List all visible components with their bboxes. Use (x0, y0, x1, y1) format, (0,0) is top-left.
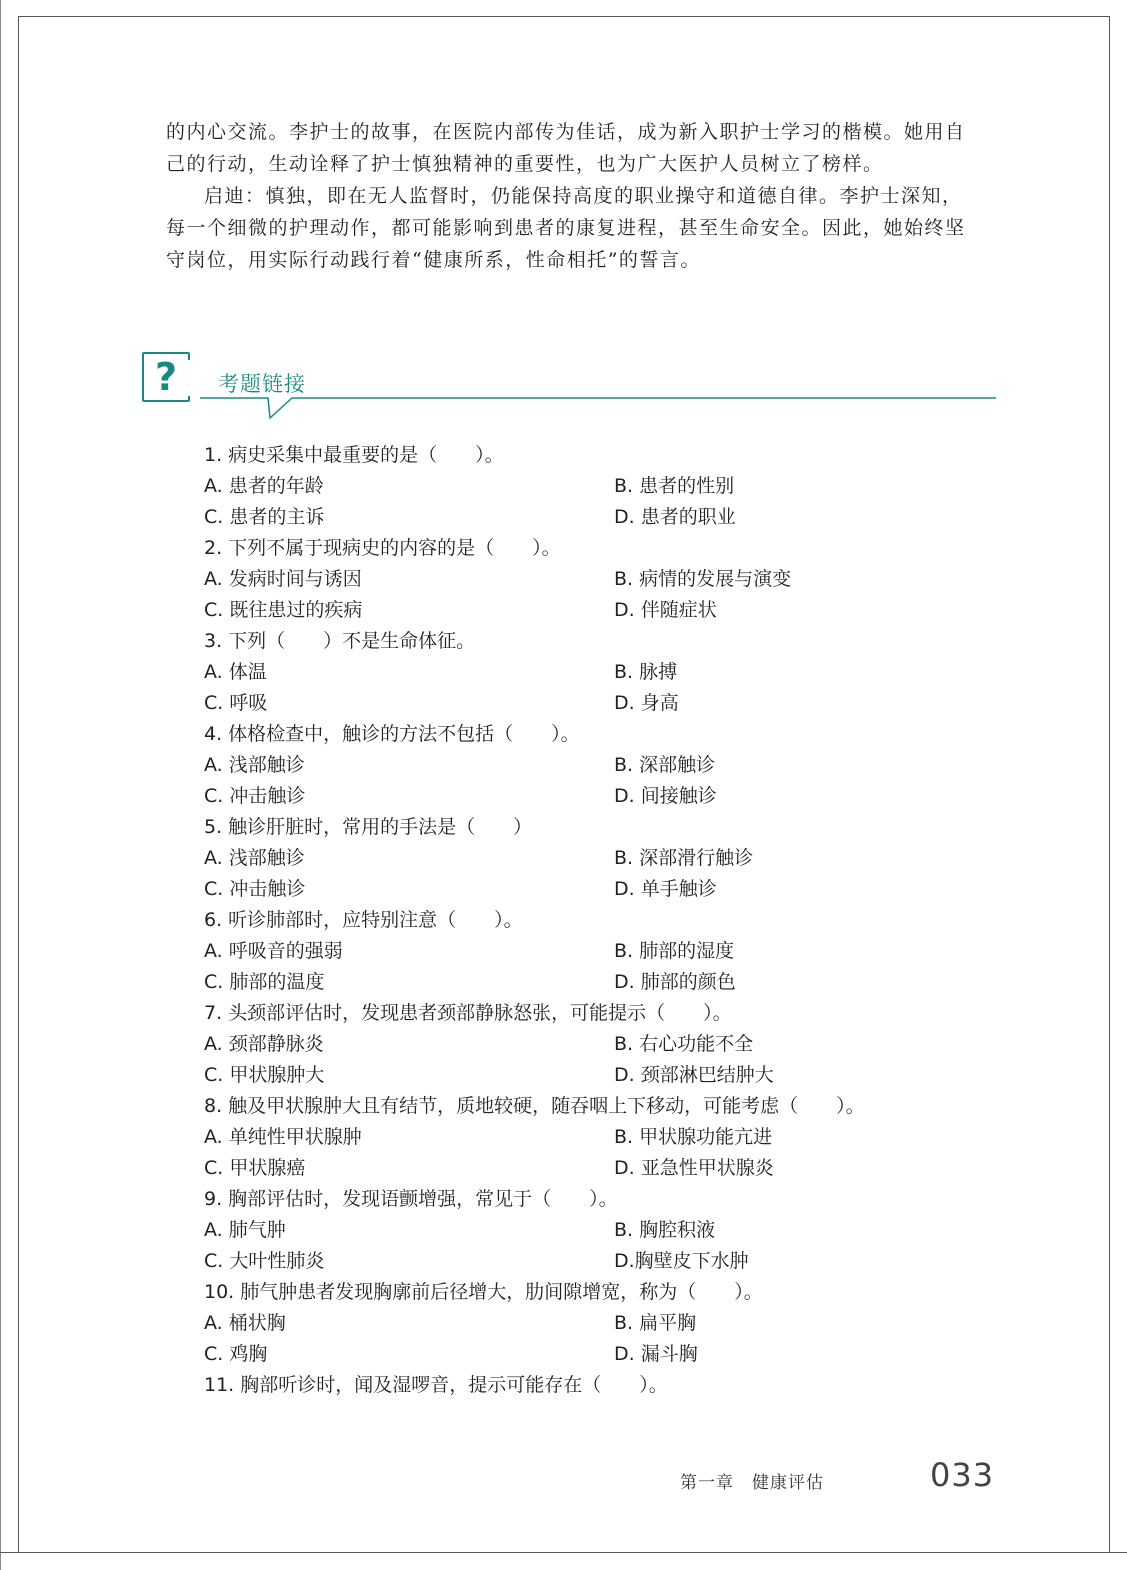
question-stem: 1. 病史采集中最重要的是（ ）。 (204, 444, 504, 466)
option-c: C. 鸡胸 (204, 1343, 268, 1365)
question-stem: 10. 肺气肿患者发现胸廓前后径增大，肋间隙增宽，称为（ ）。 (204, 1281, 763, 1303)
option-a: A. 呼吸音的强弱 (204, 940, 343, 962)
option-b: B. 胸腔积液 (614, 1219, 716, 1241)
option-d: D. 肺部的颜色 (614, 971, 736, 993)
question-mark-icon: ? (142, 352, 190, 402)
option-c: C. 呼吸 (204, 692, 268, 714)
question-list (204, 440, 974, 1401)
option-d: D. 患者的职业 (614, 506, 736, 528)
option-row (204, 874, 974, 905)
option-d: D.胸壁皮下水肿 (614, 1250, 749, 1272)
option-row (204, 688, 974, 719)
option-a: A. 浅部触诊 (204, 754, 305, 776)
option-row (204, 936, 974, 967)
option-d: D. 身高 (614, 692, 679, 714)
question-stem: 6. 听诊肺部时，应特别注意（ ）。 (204, 909, 523, 931)
option-a: A. 桶状胸 (204, 1312, 286, 1334)
question-stem: 8. 触及甲状腺肿大且有结节，质地较硬，随吞咽上下移动，可能考虑（ ）。 (204, 1095, 865, 1117)
option-d: D. 漏斗胸 (614, 1343, 698, 1365)
story-paragraph-2: 启迪：慎独，即在无人监督时，仍能保持高度的职业操守和道德自律。李护士深知，每一个细微的护理动作，都可能影响到患者的康复进程，甚至生命安全。因此，她始终坚守岗位，用实际行动践行着“健康所系，性命相托”的誓言。 (166, 185, 966, 271)
footer-chapter: 第一章 健康评估 (680, 1473, 824, 1493)
option-b: B. 扁平胸 (614, 1312, 697, 1334)
option-row (204, 1060, 974, 1091)
question-stem: 7. 头颈部评估时，发现患者颈部静脉怒张，可能提示（ ）。 (204, 1002, 732, 1024)
header-underline-callout (200, 388, 1000, 422)
option-c: C. 甲状腺肿大 (204, 1064, 325, 1086)
option-b: B. 肺部的湿度 (614, 940, 735, 962)
option-row (204, 1122, 974, 1153)
option-row (204, 967, 974, 998)
option-row (204, 1153, 974, 1184)
story-text (166, 116, 976, 276)
option-d: D. 颈部淋巴结肿大 (614, 1064, 774, 1086)
option-c: C. 患者的主诉 (204, 506, 325, 528)
option-row (204, 1029, 974, 1060)
option-c: C. 冲击触诊 (204, 785, 306, 807)
option-a: A. 单纯性甲状腺肿 (204, 1126, 362, 1148)
option-d: D. 间接触诊 (614, 785, 717, 807)
question-stem: 9. 胸部评估时，发现语颤增强，常见于（ ）。 (204, 1188, 618, 1210)
option-c: C. 甲状腺癌 (204, 1157, 306, 1179)
option-row (204, 843, 974, 874)
option-row (204, 502, 974, 533)
option-row (204, 564, 974, 595)
option-row (204, 595, 974, 626)
option-row (204, 1246, 974, 1277)
option-b: B. 深部触诊 (614, 754, 716, 776)
page-edge-line (0, 0, 1, 1570)
option-c: C. 冲击触诊 (204, 878, 306, 900)
option-row (204, 657, 974, 688)
option-b: B. 病情的发展与演变 (614, 568, 792, 590)
option-a: A. 颈部静脉炎 (204, 1033, 324, 1055)
option-row (204, 1308, 974, 1339)
option-b: B. 甲状腺功能亢进 (614, 1126, 773, 1148)
question-stem: 11. 胸部听诊时，闻及湿啰音，提示可能存在（ ）。 (204, 1374, 668, 1396)
option-a: A. 患者的年龄 (204, 475, 324, 497)
option-row (204, 1339, 974, 1370)
option-a: A. 发病时间与诱因 (204, 568, 362, 590)
question-stem: 2. 下列不属于现病史的内容的是（ ）。 (204, 537, 561, 559)
option-c: C. 肺部的温度 (204, 971, 325, 993)
question-stem: 5. 触诊肝脏时，常用的手法是（ ） (204, 816, 533, 838)
option-row (204, 1215, 974, 1246)
option-row (204, 750, 974, 781)
question-stem: 3. 下列（ ）不是生命体征。 (204, 630, 476, 652)
page-frame-bottom (0, 1552, 1127, 1553)
story-paragraph-1: 的内心交流。李护士的故事，在医院内部传为佳话，成为新入职护士学习的楷模。她用自己的行动，生动诠释了护士慎独精神的重要性，也为广大医护人员树立了榜样。 (166, 121, 966, 175)
option-row (204, 471, 974, 502)
option-b: B. 深部滑行触诊 (614, 847, 754, 869)
option-b: B. 脉搏 (614, 661, 678, 683)
page-number: 033 (930, 1456, 995, 1494)
option-a: A. 浅部触诊 (204, 847, 305, 869)
option-a: A. 肺气肿 (204, 1219, 286, 1241)
option-b: B. 右心功能不全 (614, 1033, 754, 1055)
option-b: B. 患者的性别 (614, 475, 735, 497)
option-row (204, 781, 974, 812)
option-d: D. 单手触诊 (614, 878, 717, 900)
section-title: 考题链接 (218, 372, 306, 396)
question-stem: 4. 体格检查中，触诊的方法不包括（ ）。 (204, 723, 580, 745)
option-d: D. 伴随症状 (614, 599, 717, 621)
option-a: A. 体温 (204, 661, 267, 683)
option-c: C. 大叶性肺炎 (204, 1250, 325, 1272)
option-c: C. 既往患过的疾病 (204, 599, 363, 621)
exam-link-header (140, 352, 996, 422)
option-d: D. 亚急性甲状腺炎 (614, 1157, 774, 1179)
